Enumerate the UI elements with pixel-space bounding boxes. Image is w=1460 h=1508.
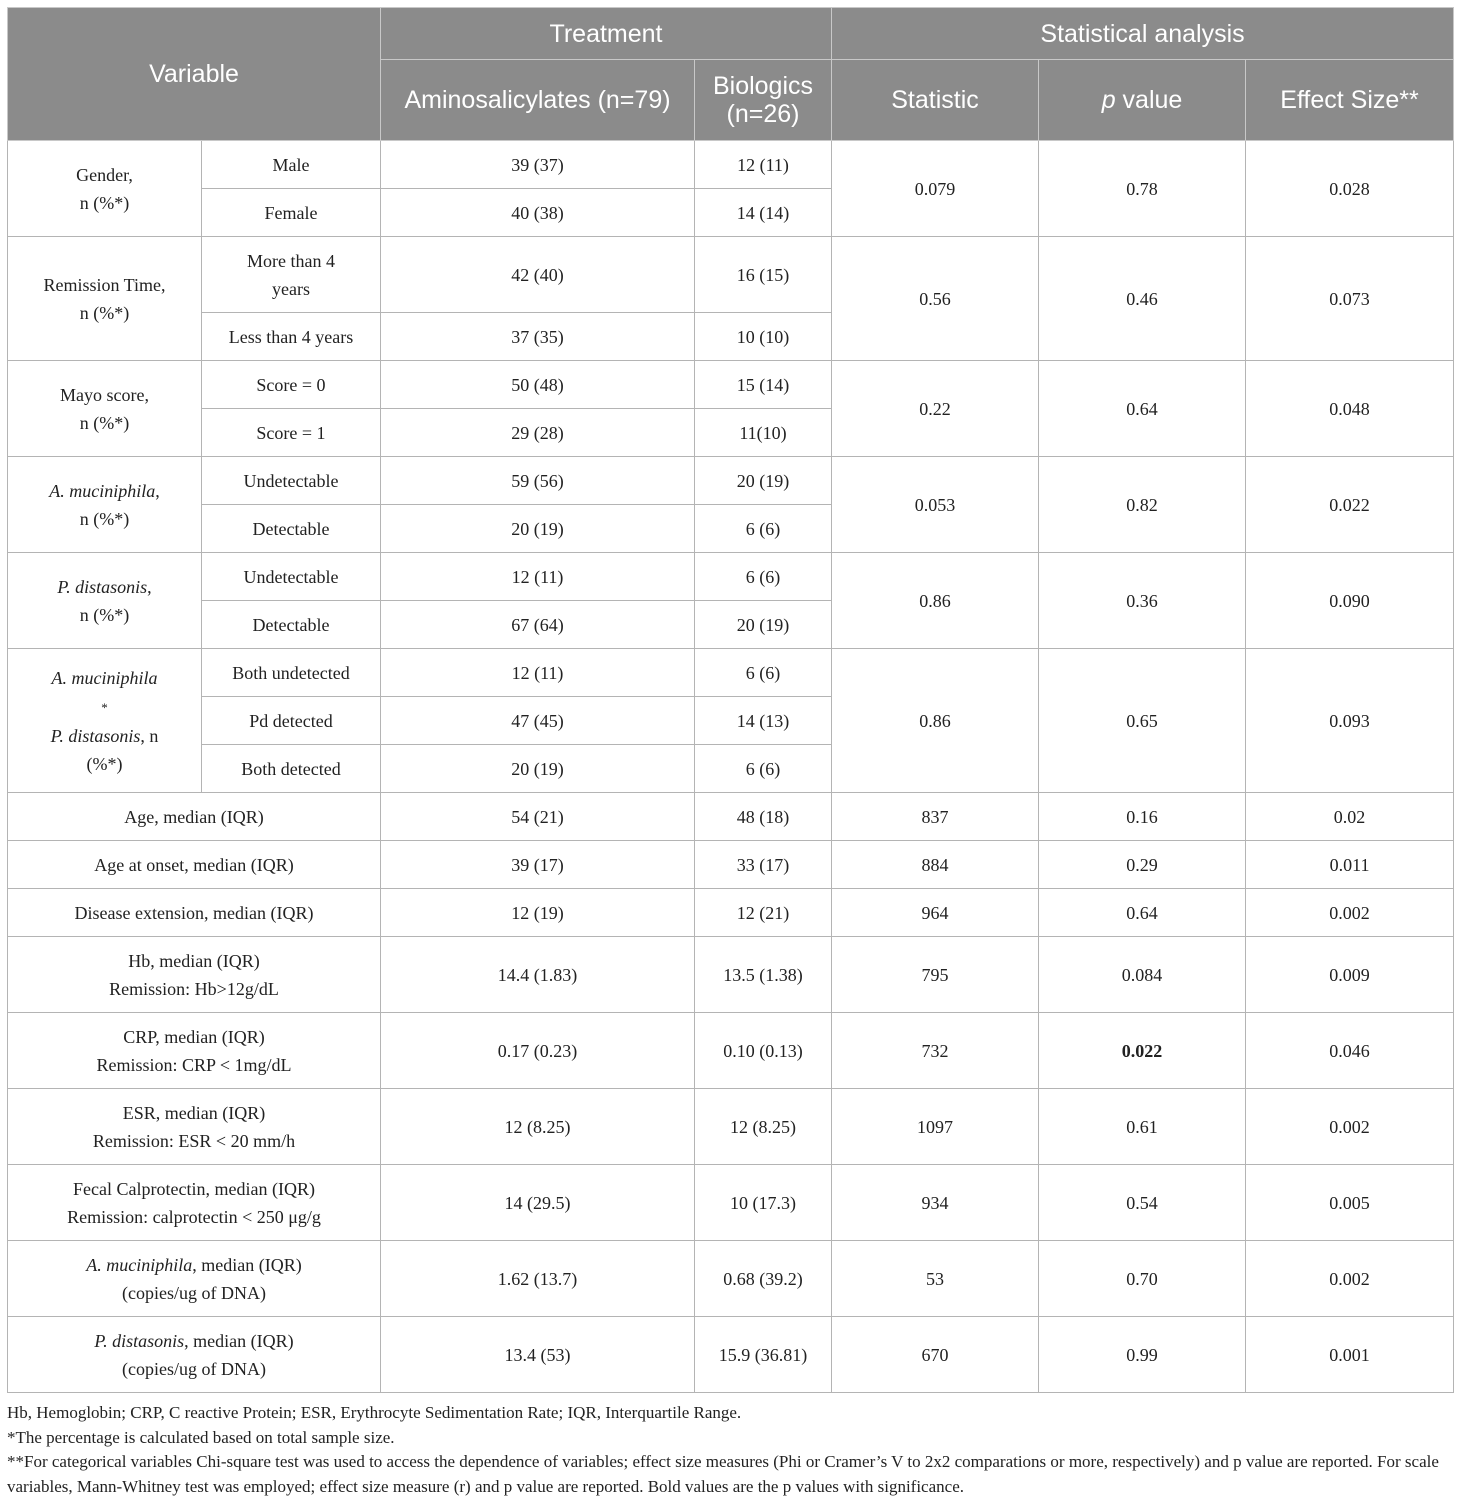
amino-value: 42 (40) (381, 237, 695, 313)
bio-value: 11(10) (695, 409, 832, 457)
amino-value: 12 (11) (381, 649, 695, 697)
variable-label (8, 1013, 381, 1089)
bio-value: 14 (14) (695, 189, 832, 237)
table-row (8, 841, 1454, 889)
amino-value: 1.62 (13.7) (381, 1241, 695, 1317)
statistic-value: 53 (832, 1241, 1039, 1317)
bio-value: 12 (11) (695, 141, 832, 189)
amino-value: 20 (19) (381, 505, 695, 553)
p-value: 0.61 (1039, 1089, 1246, 1165)
group-label: A. muciniphila, n (%*) (8, 457, 202, 553)
amino-value: 29 (28) (381, 409, 695, 457)
variable-line1: ESR, median (IQR) (122, 1102, 266, 1123)
sub-label: Both undetected (202, 649, 381, 697)
variable-line1: , median (IQR) (192, 1254, 302, 1275)
statistic-value: 1097 (832, 1089, 1039, 1165)
p-value: 0.64 (1039, 361, 1246, 457)
variable-line2: Remission: CRP < 1mg/dL (96, 1054, 292, 1075)
table-row (8, 1013, 1454, 1089)
variable-label: Age at onset, median (IQR) (8, 841, 381, 889)
table-row (8, 793, 1454, 841)
group-label-text: A. muciniphila (49, 480, 156, 501)
statistic-value: 670 (832, 1317, 1039, 1393)
p-value: 0.82 (1039, 457, 1246, 553)
amino-value: 39 (37) (381, 141, 695, 189)
group-unit: n (%*) (79, 508, 130, 529)
variable-line1: Hb, median (IQR) (128, 950, 260, 971)
group-label: P. distasonis, n (%*) (8, 553, 202, 649)
bio-value: 0.68 (39.2) (695, 1241, 832, 1317)
group-label-text: Remission Time, (43, 274, 166, 295)
variable-label: Age, median (IQR) (8, 793, 381, 841)
header-p-rest: value (1115, 86, 1183, 114)
sub-label: More than 4 years (202, 237, 381, 313)
p-value: 0.78 (1039, 141, 1246, 237)
bio-value: 0.10 (0.13) (695, 1013, 832, 1089)
group-label-b-rest: , n (140, 725, 159, 746)
group-label (8, 237, 202, 361)
p-value: 0.16 (1039, 793, 1246, 841)
statistic-value: 795 (832, 937, 1039, 1013)
bio-value: 6 (6) (695, 553, 832, 601)
group-label-a: A. muciniphila (51, 667, 158, 688)
effect-value: 0.02 (1246, 793, 1454, 841)
group-unit: n (%*) (79, 412, 130, 433)
header-biologics: Biologics (n=26) (695, 60, 832, 141)
bio-value: 16 (15) (695, 237, 832, 313)
p-value: 0.46 (1039, 237, 1246, 361)
group-label (8, 361, 202, 457)
variable-line2: Remission: Hb>12g/dL (109, 978, 279, 999)
group-label-b: P. distasonis (50, 725, 141, 746)
statistic-value: 0.56 (832, 237, 1039, 361)
amino-value: 47 (45) (381, 697, 695, 745)
header-treatment: Treatment (381, 8, 832, 60)
table-row (8, 889, 1454, 937)
sub-label: Score = 0 (202, 361, 381, 409)
statistic-value: 934 (832, 1165, 1039, 1241)
statistic-value: 0.22 (832, 361, 1039, 457)
statistic-value: 837 (832, 793, 1039, 841)
sub-label: Pd detected (202, 697, 381, 745)
variable-label (8, 937, 381, 1013)
sub-label: Male (202, 141, 381, 189)
variable-line1: Fecal Calprotectin, median (IQR) (73, 1178, 315, 1199)
bio-value: 6 (6) (695, 505, 832, 553)
bio-value: 13.5 (1.38) (695, 937, 832, 1013)
effect-value: 0.090 (1246, 553, 1454, 649)
effect-value: 0.073 (1246, 237, 1454, 361)
variable-line2: Remission: calprotectin < 250 μg/g (67, 1206, 321, 1227)
amino-value: 0.17 (0.23) (381, 1013, 695, 1089)
amino-value: 67 (64) (381, 601, 695, 649)
group-label-text: Gender, (76, 164, 133, 185)
effect-value: 0.093 (1246, 649, 1454, 793)
bio-value: 20 (19) (695, 457, 832, 505)
footnote-methods: **For categorical variables Chi-square test was used to access the dependence of variables; effect size measures (Phi or Cramer’s V to 2x2 comparations or more, respectively) and p value are reported. For scale variables, Mann-Whitney test was employed; effect size measure (r) and p value are reported. Bold values are the p values with significance. (7, 1452, 1439, 1496)
p-value: 0.084 (1039, 937, 1246, 1013)
table-row (8, 553, 1454, 601)
p-value: 0.99 (1039, 1317, 1246, 1393)
p-value: 0.65 (1039, 649, 1246, 793)
footnotes (7, 1401, 1453, 1499)
variable-line1: CRP, median (IQR) (123, 1026, 265, 1047)
amino-value: 37 (35) (381, 313, 695, 361)
sub-label: Less than 4 years (202, 313, 381, 361)
header-statistic: Statistic (832, 60, 1039, 141)
header-statistical-analysis: Statistical analysis (832, 8, 1454, 60)
amino-value: 54 (21) (381, 793, 695, 841)
effect-value: 0.005 (1246, 1165, 1454, 1241)
effect-value: 0.011 (1246, 841, 1454, 889)
sub-label: Undetectable (202, 457, 381, 505)
table-row (8, 937, 1454, 1013)
footnote-abbreviations: Hb, Hemoglobin; CRP, C reactive Protein; ESR, Erythrocyte Sedimentation Rate; IQR, Interquartile Range. (7, 1403, 742, 1422)
table-row (8, 649, 1454, 697)
amino-value: 50 (48) (381, 361, 695, 409)
group-unit: n (%*) (79, 302, 130, 323)
sub-label: Detectable (202, 601, 381, 649)
table-row (8, 361, 1454, 409)
sub-label: Undetectable (202, 553, 381, 601)
variable-line2: (copies/ug of DNA) (122, 1282, 266, 1303)
effect-value: 0.002 (1246, 889, 1454, 937)
group-label (8, 649, 202, 793)
bio-value: 10 (10) (695, 313, 832, 361)
amino-value: 14.4 (1.83) (381, 937, 695, 1013)
header-effect-size: Effect Size** (1246, 60, 1454, 141)
bio-value: 20 (19) (695, 601, 832, 649)
bio-value: 15.9 (36.81) (695, 1317, 832, 1393)
p-value-significant: 0.022 (1039, 1013, 1246, 1089)
header-variable: Variable (8, 8, 381, 141)
variable-label: Disease extension, median (IQR) (8, 889, 381, 937)
effect-value: 0.002 (1246, 1089, 1454, 1165)
amino-value: 13.4 (53) (381, 1317, 695, 1393)
group-label-star: * (101, 699, 108, 715)
effect-value: 0.048 (1246, 361, 1454, 457)
bio-value: 15 (14) (695, 361, 832, 409)
variable-label (8, 1089, 381, 1165)
statistic-value: 0.86 (832, 553, 1039, 649)
bio-value: 12 (21) (695, 889, 832, 937)
amino-value: 39 (17) (381, 841, 695, 889)
variable-label (8, 1165, 381, 1241)
sub-label: Both detected (202, 745, 381, 793)
amino-value: 12 (11) (381, 553, 695, 601)
group-label-text: Mayo score, (60, 384, 149, 405)
table-row (8, 457, 1454, 505)
header-aminosalicylates: Aminosalicylates (n=79) (381, 60, 695, 141)
p-value: 0.36 (1039, 553, 1246, 649)
sub-label: Score = 1 (202, 409, 381, 457)
variable-label (8, 1241, 381, 1317)
header-p-italic: p (1101, 86, 1116, 114)
bio-value: 33 (17) (695, 841, 832, 889)
effect-value: 0.028 (1246, 141, 1454, 237)
effect-value: 0.046 (1246, 1013, 1454, 1089)
group-unit: (%*) (86, 753, 123, 774)
variable-line2: (copies/ug of DNA) (122, 1358, 266, 1379)
table-row (8, 141, 1454, 189)
table-row (8, 237, 1454, 313)
p-value: 0.64 (1039, 889, 1246, 937)
bio-value: 48 (18) (695, 793, 832, 841)
statistic-value: 0.079 (832, 141, 1039, 237)
bio-value: 12 (8.25) (695, 1089, 832, 1165)
bio-value: 14 (13) (695, 697, 832, 745)
amino-value: 20 (19) (381, 745, 695, 793)
table-container (7, 7, 1453, 1499)
sub-label: Detectable (202, 505, 381, 553)
variable-line1-italic: A. muciniphila (86, 1254, 193, 1275)
variable-line2: Remission: ESR < 20 mm/h (92, 1130, 296, 1151)
table-row (8, 1241, 1454, 1317)
p-value: 0.70 (1039, 1241, 1246, 1317)
amino-value: 14 (29.5) (381, 1165, 695, 1241)
bio-value: 6 (6) (695, 649, 832, 697)
group-unit: n (%*) (79, 604, 130, 625)
effect-value: 0.001 (1246, 1317, 1454, 1393)
results-table (7, 7, 1454, 1393)
p-value: 0.29 (1039, 841, 1246, 889)
sub-label: Female (202, 189, 381, 237)
amino-value: 40 (38) (381, 189, 695, 237)
bio-value: 10 (17.3) (695, 1165, 832, 1241)
table-row (8, 1165, 1454, 1241)
p-value: 0.54 (1039, 1165, 1246, 1241)
group-unit: n (%*) (79, 192, 130, 213)
footnote-percentage: *The percentage is calculated based on total sample size. (7, 1427, 395, 1447)
statistic-value: 732 (832, 1013, 1039, 1089)
variable-line1: , median (IQR) (184, 1330, 294, 1351)
amino-value: 12 (8.25) (381, 1089, 695, 1165)
statistic-value: 0.053 (832, 457, 1039, 553)
amino-value: 59 (56) (381, 457, 695, 505)
variable-line1-italic: P. distasonis (94, 1330, 185, 1351)
statistic-value: 884 (832, 841, 1039, 889)
effect-value: 0.009 (1246, 937, 1454, 1013)
variable-label (8, 1317, 381, 1393)
header-p-value (1039, 60, 1246, 141)
group-label (8, 141, 202, 237)
table-row (8, 1317, 1454, 1393)
amino-value: 12 (19) (381, 889, 695, 937)
statistic-value: 0.86 (832, 649, 1039, 793)
effect-value: 0.022 (1246, 457, 1454, 553)
statistic-value: 964 (832, 889, 1039, 937)
group-label-text: P. distasonis (57, 576, 148, 597)
bio-value: 6 (6) (695, 745, 832, 793)
table-row (8, 1089, 1454, 1165)
effect-value: 0.002 (1246, 1241, 1454, 1317)
